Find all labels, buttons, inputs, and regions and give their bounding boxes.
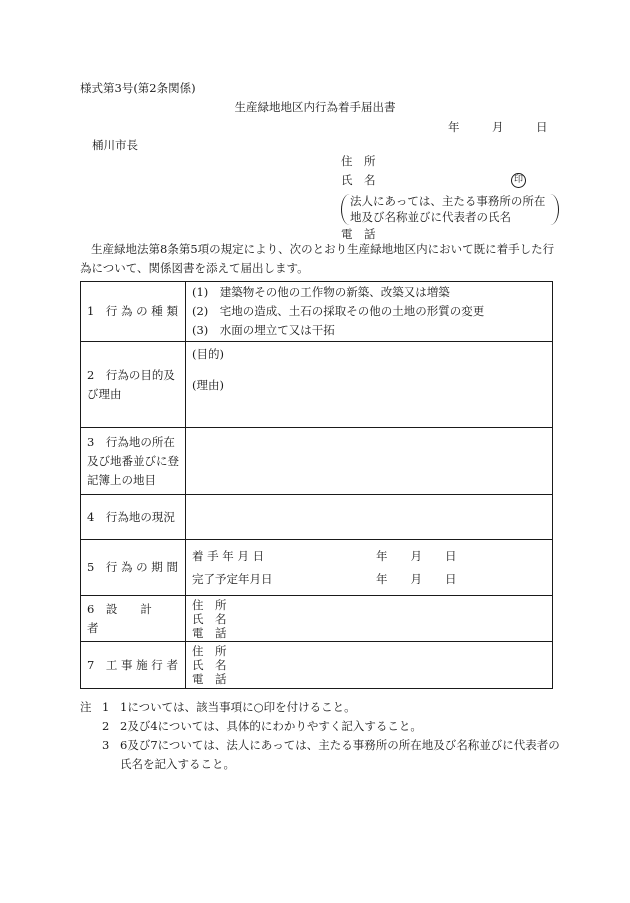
designer-address-label: 住 所 bbox=[192, 597, 227, 612]
row-label: 3 行為地の所在及び地番並びに登記簿上の地目 bbox=[81, 428, 186, 495]
applicant-phone-label: 電 話 bbox=[341, 227, 376, 241]
purpose-label: (目的) bbox=[192, 347, 224, 361]
reason-label: (理由) bbox=[192, 378, 224, 392]
table-row bbox=[81, 540, 553, 596]
notification-table bbox=[80, 281, 553, 689]
contractor-address-label: 住 所 bbox=[192, 644, 227, 658]
note-item: 注 1 1については、該当事項に○印を付けること。 bbox=[80, 698, 560, 717]
date-line bbox=[448, 121, 548, 135]
row-label: 7 工 事 施 行 者 bbox=[81, 642, 186, 689]
row-label: 5 行 為 の 期 間 bbox=[81, 540, 186, 596]
row-value bbox=[186, 642, 553, 689]
option-item: (2) 宅地の造成、土石の採取その他の土地の形質の変更 bbox=[192, 304, 485, 318]
contractor-phone-label: 電 話 bbox=[192, 672, 227, 686]
row-label: 6 設 計 者 bbox=[81, 596, 186, 642]
notes-section bbox=[80, 698, 560, 774]
row-label: 4 行為地の現況 bbox=[81, 495, 186, 540]
note-item: 2 2及び4については、具体的にわかりやすく記入すること。 bbox=[102, 719, 422, 733]
applicant-address-label: 住 所 bbox=[341, 154, 376, 168]
row-label: 1 行 為 の 種 類 bbox=[81, 282, 186, 342]
contractor-name-label: 氏 名 bbox=[192, 658, 227, 672]
option-item: (3) 水面の埋立て又は干拓 bbox=[192, 323, 335, 337]
date-month: 月 bbox=[492, 120, 504, 134]
row-value bbox=[186, 596, 553, 642]
statement-text: 生産緑地法第8条第5項の規定により、次のとおり生産緑地地区内において既に着手した行為について、関係図書を添えて届出します。 bbox=[80, 242, 555, 275]
notes-heading: 注 bbox=[80, 700, 92, 714]
addressee: 桶川市長 bbox=[92, 138, 138, 152]
option-item: (1) 建築物その他の工作物の新築、改築又は増築 bbox=[192, 285, 450, 299]
start-date-row: 着 手 年 月 日 年 月 日 bbox=[192, 548, 457, 563]
corporate-note: 法人にあっては、主たる事務所の所在地及び名称並びに代表者の氏名 bbox=[341, 194, 559, 225]
table-row bbox=[81, 596, 553, 642]
applicant-name-row bbox=[341, 174, 551, 193]
date-year: 年 bbox=[448, 120, 460, 134]
form-number: 様式第3号(第2条関係) bbox=[80, 81, 196, 95]
applicant-name-label: 氏 名 bbox=[341, 173, 376, 187]
table-row bbox=[81, 642, 553, 689]
date-day: 日 bbox=[536, 120, 548, 134]
note-item: 3 6及び7については、法人にあっては、主たる事務所の所在地及び名称並びに代表者の氏名を記入すること。 bbox=[102, 738, 560, 771]
row-value bbox=[186, 495, 553, 540]
row-value bbox=[186, 428, 553, 495]
seal-icon: 印 bbox=[511, 173, 526, 188]
row-label: 2 行為の目的及び理由 bbox=[81, 342, 186, 428]
row-value bbox=[186, 342, 553, 428]
table-row bbox=[81, 495, 553, 540]
table-row bbox=[81, 342, 553, 428]
form-title: 生産緑地地区内行為着手届出書 bbox=[234, 100, 396, 114]
designer-phone-label: 電 話 bbox=[192, 625, 227, 640]
row-value bbox=[186, 282, 553, 342]
designer-name-label: 氏 名 bbox=[192, 611, 227, 626]
table-row bbox=[81, 428, 553, 495]
table-row bbox=[81, 282, 553, 342]
end-date-row: 完了予定年月日 年 月 日 bbox=[192, 571, 457, 586]
applicant-block bbox=[341, 155, 551, 247]
row-value bbox=[186, 540, 553, 596]
